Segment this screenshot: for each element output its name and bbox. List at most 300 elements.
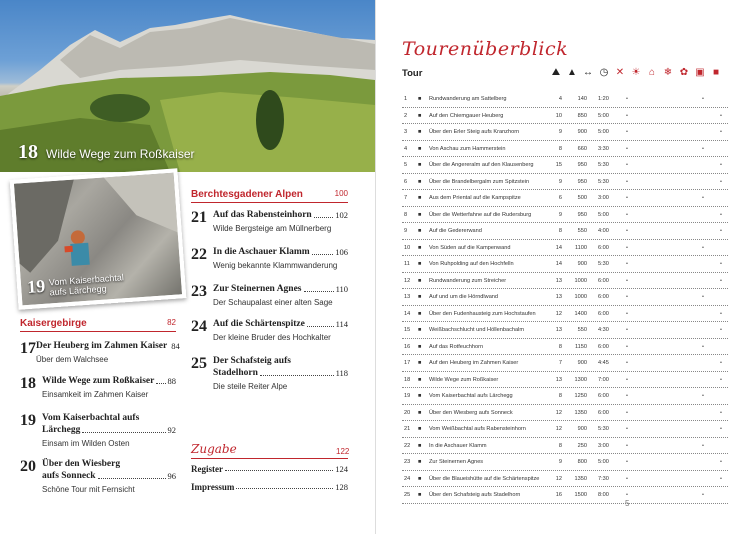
toc-entry[interactable] [20, 458, 176, 495]
row-distance: 6 [558, 195, 562, 201]
row-tour-name: Über den Wiesberg aufs Sonneck [429, 409, 513, 416]
row-distance: 15 [555, 162, 562, 168]
row-mark: • [626, 294, 628, 300]
row-number: 6 [404, 178, 408, 185]
row-mark: • [626, 343, 628, 350]
row-tour-name: Über die Brandelbergalm zum Spitzstein [429, 178, 530, 185]
row-elevation: 950 [577, 211, 587, 218]
row-bullet: ■ [418, 129, 422, 135]
row-number: 11 [404, 261, 410, 267]
row-elevation: 900 [577, 129, 587, 135]
sun-icon: ☀ [631, 67, 641, 78]
table-row [402, 388, 728, 405]
row-number: 12 [404, 277, 411, 284]
row-bullet: ■ [418, 393, 422, 399]
row-bullet: ■ [418, 261, 422, 267]
row-distance: 8 [558, 228, 562, 234]
toc-entry-subtitle: Einsam im Wilden Osten [42, 439, 130, 448]
row-distance: 9 [558, 178, 562, 185]
row-mark: • [720, 178, 722, 185]
row-distance: 16 [555, 492, 562, 498]
table-row [402, 322, 728, 339]
row-mark: • [626, 327, 628, 333]
row-elevation: 1350 [574, 409, 587, 416]
row-tour-name: Von Aschau zum Hammerstein [429, 145, 506, 152]
row-tour-name: Vom Weißbachtal aufs Rabensteinhorn [429, 426, 526, 432]
row-elevation: 550 [577, 327, 587, 333]
row-bullet: ■ [418, 376, 422, 383]
climber-number: 19 [26, 275, 46, 297]
row-mark: • [720, 426, 722, 432]
row-tour-name: Auf und um die Hörndlwand [429, 294, 499, 300]
row-mark: • [702, 195, 704, 201]
table-row [402, 256, 728, 273]
row-duration: 5:30 [598, 162, 609, 168]
table-row [402, 355, 728, 372]
row-mark: • [720, 459, 722, 465]
row-elevation: 950 [577, 162, 587, 168]
row-number: 8 [404, 211, 408, 218]
page-number: 5 [625, 499, 630, 508]
toc-entry-title-cont: aufs Sonneck [42, 471, 96, 481]
row-mark: • [626, 244, 628, 251]
row-tour-name: Von Süden auf die Kampenwand [429, 244, 511, 251]
row-duration: 7:30 [598, 475, 609, 482]
toc-entry-page: 88 [167, 376, 176, 386]
row-tour-name: Über die Angereralm auf den Klausenberg [429, 162, 534, 168]
row-duration: 7:00 [598, 376, 609, 383]
row-mark: • [626, 409, 628, 416]
table-row [402, 289, 728, 306]
toc-entry[interactable] [191, 209, 348, 234]
row-mark: • [720, 211, 722, 218]
row-elevation: 1250 [574, 393, 587, 399]
table-row [402, 108, 728, 125]
row-distance: 4 [558, 96, 562, 102]
row-mark: • [720, 162, 722, 168]
row-bullet: ■ [418, 228, 422, 234]
hero-caption [18, 141, 195, 164]
row-distance: 14 [555, 261, 562, 267]
row-bullet: ■ [418, 327, 422, 333]
row-number: 9 [404, 228, 408, 234]
row-mark: • [702, 343, 704, 350]
toc-entry-page: 84 [171, 341, 180, 351]
clock-icon: ◷ [599, 67, 609, 78]
row-mark: • [626, 277, 628, 284]
toc-entry[interactable] [191, 355, 348, 392]
row-duration: 3:00 [598, 442, 609, 449]
table-row [402, 141, 728, 158]
row-mark: • [626, 360, 628, 366]
row-duration: 6:00 [598, 409, 609, 416]
table-row [402, 471, 728, 488]
row-tour-name: Rundwanderung zum Streicher [429, 277, 507, 284]
icon-header [550, 67, 722, 79]
row-number: 22 [404, 442, 411, 449]
toc-entry[interactable] [191, 283, 348, 308]
row-elevation: 1500 [574, 492, 587, 498]
toc-entry-title: Zur Steinernen Agnes [213, 284, 302, 294]
row-mark: • [720, 277, 722, 284]
row-mark: • [720, 327, 722, 333]
hero-number: 18 [18, 141, 38, 163]
row-elevation: 950 [577, 178, 587, 185]
row-distance: 13 [555, 294, 562, 300]
row-mark: • [626, 162, 628, 168]
row-distance: 9 [558, 459, 562, 465]
toc-entry-subtitle: Die steile Reiter Alpe [213, 382, 288, 391]
row-bullet: ■ [418, 343, 422, 350]
row-bullet: ■ [418, 310, 422, 317]
row-bullet: ■ [418, 442, 422, 449]
row-duration: 6:00 [598, 310, 609, 317]
row-mark: • [720, 129, 722, 135]
row-tour-name: Über den Fudenhausteig zum Hochstaufen [429, 310, 536, 317]
toc-entry-page: 118 [335, 368, 348, 378]
row-mark: • [626, 112, 628, 119]
row-distance: 9 [558, 129, 562, 135]
toc-entry[interactable] [191, 246, 348, 271]
row-duration: 3:00 [598, 195, 609, 201]
row-distance: 13 [555, 277, 562, 284]
row-mark: • [626, 228, 628, 234]
row-elevation: 1100 [574, 244, 587, 251]
toc-entry-title: Auf die Schärtenspitze [213, 319, 305, 329]
row-tour-name: Über den Schafsteig aufs Stadelhorn [429, 492, 521, 498]
row-duration: 1:20 [598, 96, 609, 102]
row-duration: 5:00 [598, 112, 609, 119]
row-number: 1 [404, 96, 408, 102]
toc-entry[interactable] [191, 318, 348, 343]
table-row [402, 372, 728, 389]
row-tour-name: Zur Steinernen Agnes [429, 459, 484, 465]
row-duration: 3:30 [598, 145, 609, 152]
row-bullet: ■ [418, 244, 422, 251]
row-mark: • [720, 112, 722, 119]
row-mark: • [702, 96, 704, 102]
row-bullet: ■ [418, 96, 422, 102]
zugabe-page: 122 [336, 447, 350, 456]
table-row [402, 157, 728, 174]
row-number: 21 [404, 426, 411, 432]
row-duration: 6:00 [598, 393, 609, 399]
table-row [402, 421, 728, 438]
toc-entry-subtitle: Wilde Bergsteige am Müllnerberg [213, 224, 332, 233]
table-row [402, 273, 728, 290]
toc-entry-title: Der Heuberg im Zahmen Kaiser [36, 341, 168, 351]
row-elevation: 900 [577, 360, 587, 366]
table-row [402, 174, 728, 191]
row-mark: • [626, 211, 628, 218]
row-distance: 8 [558, 393, 562, 399]
row-tour-name: Auf das Rotfeuchhorn [429, 343, 484, 350]
toc-entry-subtitle: Über dem Walchsee [36, 355, 109, 364]
row-mark: • [626, 475, 628, 482]
row-bullet: ■ [418, 112, 422, 119]
row-mark: • [720, 228, 722, 234]
impressum-page: 128 [335, 482, 348, 492]
row-mark: • [626, 145, 628, 152]
toc-entry-number: 17 [20, 340, 36, 357]
row-elevation: 140 [577, 96, 587, 102]
row-number: 14 [404, 310, 411, 317]
toc-entry-subtitle: Einsamkeit im Zahmen Kaiser [42, 390, 149, 399]
row-number: 7 [404, 195, 408, 201]
table-row [402, 339, 728, 356]
row-duration: 5:00 [598, 211, 609, 218]
toc-entry-page: 96 [167, 471, 176, 481]
section-page: 82 [167, 318, 176, 327]
row-number: 10 [404, 244, 411, 251]
row-mark: • [702, 244, 704, 251]
row-duration: 5:30 [598, 261, 609, 267]
table-row [402, 306, 728, 323]
row-distance: 12 [555, 409, 562, 416]
row-mark: • [626, 492, 628, 498]
row-mark: • [626, 129, 628, 135]
overview-table [402, 91, 728, 504]
row-mark: • [626, 310, 628, 317]
climber-label-line2: aufs Lärchegg [49, 283, 107, 298]
table-row [402, 207, 728, 224]
row-number: 15 [404, 327, 411, 333]
row-elevation: 500 [577, 195, 587, 201]
row-elevation: 550 [577, 228, 587, 234]
row-elevation: 800 [577, 459, 587, 465]
row-distance: 12 [555, 426, 562, 432]
row-bullet: ■ [418, 426, 422, 432]
table-row [402, 438, 728, 455]
toc-register[interactable] [191, 464, 348, 474]
toc-entry-title-cont: Lärchegg [42, 425, 81, 435]
row-number: 19 [404, 393, 411, 399]
row-tour-name: Rundwanderung am Sattelberg [429, 96, 507, 102]
toc-impressum[interactable] [191, 482, 348, 492]
climber-label-line1: Vom Kaiserbachtal [48, 272, 125, 288]
ruler-icon: ↔ [583, 67, 593, 78]
row-tour-name: Auf den Heuberg im Zahmen Kaiser [429, 360, 519, 366]
row-number: 13 [404, 294, 411, 300]
row-duration: 5:00 [598, 129, 609, 135]
row-distance: 12 [555, 310, 562, 317]
row-elevation: 850 [577, 112, 587, 119]
register-page: 124 [335, 464, 348, 474]
row-elevation: 1150 [574, 343, 587, 350]
row-duration: 4:45 [598, 360, 609, 366]
climber-photo [10, 168, 187, 309]
toc-entry-subtitle: Der Schaupalast einer alten Sage [213, 298, 333, 307]
row-mark: • [626, 261, 628, 267]
section-title: Kaisergebirge [20, 318, 87, 329]
row-mark: • [626, 376, 628, 383]
row-duration: 6:00 [598, 294, 609, 300]
section-title: Berchtesgadener Alpen [191, 189, 303, 200]
row-bullet: ■ [418, 195, 422, 201]
row-mark: • [720, 376, 722, 383]
row-elevation: 660 [577, 145, 587, 152]
row-mark: • [720, 409, 722, 416]
row-bullet: ■ [418, 409, 422, 416]
row-mark: • [702, 393, 704, 399]
row-distance: 8 [558, 442, 562, 449]
table-row [402, 190, 728, 207]
museum-icon: ⌂ [648, 67, 655, 78]
toc-entry[interactable] [20, 412, 176, 449]
row-elevation: 1000 [574, 277, 587, 284]
impressum-label: Impressum [191, 482, 235, 492]
toc-entry-title: Über den Wiesberg [42, 459, 121, 469]
mountain-icon: ▲ [567, 67, 577, 78]
toc-entry-number: 22 [191, 246, 207, 263]
row-elevation: 900 [577, 426, 587, 432]
row-tour-name: Über die Wetterfahne auf die Rudersburg [429, 211, 532, 218]
row-duration: 6:00 [598, 343, 609, 350]
row-distance: 12 [555, 475, 562, 482]
toc-entry-page: 106 [335, 247, 348, 257]
table-row [402, 405, 728, 422]
row-mark: • [702, 294, 704, 300]
row-tour-name: In die Aschauer Klamm [429, 442, 487, 449]
row-elevation: 250 [577, 442, 587, 449]
row-duration: 6:00 [598, 244, 609, 251]
toc-entry-number: 21 [191, 209, 207, 226]
row-tour-name: Wilde Wege zum Roßkaiser [429, 376, 499, 383]
tour-column-label: Tour [402, 68, 423, 79]
row-mark: • [720, 360, 722, 366]
table-row [402, 223, 728, 240]
row-mark: • [626, 459, 628, 465]
row-bullet: ■ [418, 277, 422, 284]
row-distance: 9 [558, 211, 562, 218]
row-tour-name: Von Ruhpolding auf den Hochfelln [429, 261, 514, 267]
row-duration: 8:00 [598, 492, 609, 498]
row-distance: 8 [558, 145, 562, 152]
row-mark: • [720, 475, 722, 482]
toc-entry-title: Auf das Rabensteinhorn [213, 210, 312, 220]
row-mark: • [702, 442, 704, 449]
row-duration: 5:30 [598, 178, 609, 185]
row-number: 20 [404, 409, 411, 416]
table-row [402, 91, 728, 108]
toc-entry-page: 114 [335, 319, 348, 329]
row-mark: • [720, 261, 722, 267]
row-bullet: ■ [418, 162, 422, 168]
row-duration: 6:00 [598, 277, 609, 284]
row-distance: 8 [558, 343, 562, 350]
row-elevation: 1400 [574, 310, 587, 317]
row-duration: 5:00 [598, 459, 609, 465]
row-mark: • [626, 96, 628, 102]
toc-entry-number: 23 [191, 283, 207, 300]
toc-entry-subtitle: Wenig bekannte Klammwanderung [213, 261, 338, 270]
row-mark: • [720, 310, 722, 317]
row-bullet: ■ [418, 294, 422, 300]
zugabe-title: Zugabe [191, 442, 237, 456]
toc-entry-title: Der Schafsteig aufs [213, 356, 291, 366]
row-number: 23 [404, 459, 411, 465]
row-distance: 10 [555, 112, 562, 119]
row-bullet: ■ [418, 459, 422, 465]
table-row [402, 240, 728, 257]
row-elevation: 1300 [574, 376, 587, 383]
row-tour-name: Über die Blaueishütte auf die Schärtenspitze [429, 475, 540, 482]
row-bullet: ■ [418, 360, 422, 366]
toc-entry-number: 25 [191, 355, 207, 372]
row-bullet: ■ [418, 145, 422, 152]
zugabe-divider [191, 458, 348, 459]
row-mark: • [626, 195, 628, 201]
row-bullet: ■ [418, 178, 422, 185]
row-number: 16 [404, 343, 411, 350]
row-distance: 7 [558, 360, 562, 366]
row-tour-name: Vom Kaiserbachtal aufs Lärchegg [429, 393, 513, 399]
toc-entry[interactable] [20, 375, 176, 400]
toc-entry-number: 18 [20, 375, 36, 392]
table-row [402, 454, 728, 471]
row-elevation: 1000 [574, 294, 587, 300]
toc-entry-subtitle: Schöne Tour mit Fernsicht [42, 485, 135, 494]
row-mark: • [702, 145, 704, 152]
row-tour-name: Auf den Chiemgauer Heuberg [429, 112, 504, 119]
row-number: 5 [404, 162, 408, 168]
section-kaisergebirge[interactable] [20, 318, 176, 332]
toc-entry-page: 92 [167, 425, 176, 435]
toc-entry-title-cont: Stadelhorn [213, 368, 258, 378]
section-berchtesgaden[interactable] [191, 189, 348, 203]
toc-entry-page: 110 [335, 284, 348, 294]
row-tour-name: Weißbachschlucht und Höllenbachalm [429, 327, 525, 333]
row-number: 25 [404, 492, 411, 498]
row-tour-name: Aus dem Priental auf die Kampspitze [429, 195, 521, 201]
row-number: 24 [404, 475, 411, 482]
toc-entry-number: 20 [20, 458, 36, 475]
row-bullet: ■ [418, 211, 422, 218]
row-mark: • [626, 393, 628, 399]
row-distance: 14 [555, 244, 562, 251]
row-number: 2 [404, 112, 408, 119]
row-bullet: ■ [418, 492, 422, 498]
row-distance: 13 [555, 327, 562, 333]
section-page: 100 [334, 189, 348, 198]
row-number: 17 [404, 360, 411, 366]
snowflake-icon: ❄ [663, 67, 673, 78]
row-distance: 13 [555, 376, 562, 383]
row-elevation: 900 [577, 261, 587, 267]
row-number: 18 [404, 376, 411, 383]
hero-photo [0, 0, 375, 172]
row-elevation: 1350 [574, 475, 587, 482]
row-mark: • [626, 178, 628, 185]
row-mark: • [626, 442, 628, 449]
row-mark: • [702, 492, 704, 498]
hiker-icon: ⛰ [551, 67, 561, 78]
toc-entry-number: 19 [20, 412, 36, 429]
row-duration: 4:30 [598, 327, 609, 333]
toc-entry[interactable] [20, 340, 180, 365]
row-tour-name: Über den Erler Steig aufs Kranzhorn [429, 129, 520, 135]
toc-entry-page: 102 [335, 210, 348, 220]
train-icon: ▣ [695, 67, 705, 78]
toc-entry-title: In die Aschauer Klamm [213, 247, 310, 257]
row-duration: 5:30 [598, 426, 609, 432]
toc-entry-title: Vom Kaiserbachtal aufs [42, 413, 140, 423]
row-tour-name: Auf die Gedererwand [429, 228, 482, 234]
register-label: Register [191, 464, 223, 474]
toc-entry-title: Wilde Wege zum Roßkaiser [42, 376, 155, 386]
table-row [402, 124, 728, 141]
toc-entry-subtitle: Der kleine Bruder des Hochkalter [213, 333, 331, 342]
